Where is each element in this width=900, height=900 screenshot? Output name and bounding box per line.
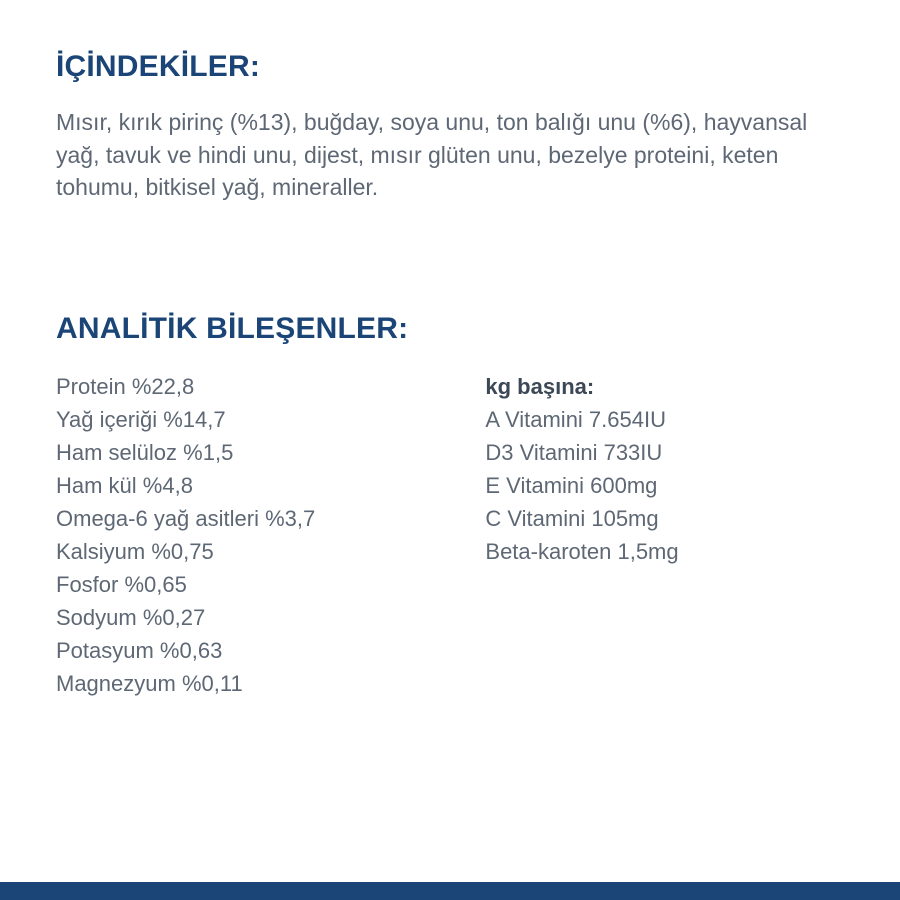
analytical-left-list bbox=[56, 370, 485, 700]
list-item: Omega-6 yağ asitleri %3,7 bbox=[56, 505, 316, 531]
list-item: E Vitamini 600mg bbox=[485, 472, 658, 498]
list-item: Magnezyum %0,11 bbox=[56, 670, 243, 696]
list-item: Fosfor %0,65 bbox=[56, 571, 187, 597]
analytical-columns bbox=[56, 370, 844, 700]
list-item: Yağ içeriği %14,7 bbox=[56, 406, 226, 432]
analytical-title: ANALİTİK BİLEŞENLER: bbox=[56, 311, 409, 345]
list-item: Sodyum %0,27 bbox=[56, 604, 206, 630]
analytical-constituents-section bbox=[56, 312, 844, 700]
analytical-left-column bbox=[56, 370, 485, 700]
ingredients-title: İÇİNDEKİLER: bbox=[56, 50, 261, 83]
list-item: A Vitamini 7.654IU bbox=[485, 406, 666, 432]
list-item: Ham kül %4,8 bbox=[56, 472, 193, 498]
list-item: C Vitamini 105mg bbox=[485, 505, 659, 531]
analytical-right-list bbox=[485, 403, 844, 568]
ingredients-text: Mısır, kırık pirinç (%13), buğday, soya unu, ton balığı unu (%6), hayvansal yağ, tavuk ve hindi unu, dijest, mısır glüten unu, bezelye proteini, keten tohumu, bitkisel yağ, mineraller. bbox=[56, 109, 808, 201]
bottom-accent-bar bbox=[0, 882, 900, 900]
ingredients-section bbox=[56, 50, 844, 204]
analytical-right-column bbox=[485, 370, 844, 700]
per-kg-heading: kg başına: bbox=[485, 373, 595, 399]
list-item: Ham selüloz %1,5 bbox=[56, 439, 234, 465]
list-item: Protein %22,8 bbox=[56, 373, 195, 399]
list-item: Potasyum %0,63 bbox=[56, 637, 223, 663]
list-item: D3 Vitamini 733IU bbox=[485, 439, 663, 465]
list-item: Kalsiyum %0,75 bbox=[56, 538, 214, 564]
list-item: Beta-karoten 1,5mg bbox=[485, 538, 679, 564]
